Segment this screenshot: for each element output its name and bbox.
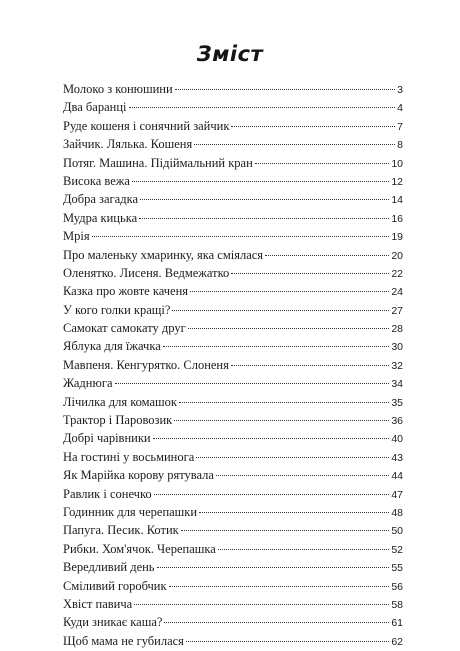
dot-leader xyxy=(164,622,389,623)
toc-entry xyxy=(63,485,403,503)
toc-entry xyxy=(63,190,403,208)
toc-entry-title: Добра загадка xyxy=(63,192,139,207)
toc-page-number: 28 xyxy=(391,323,403,336)
toc-page-number: 12 xyxy=(391,175,403,188)
toc-entry-title: Рибки. Хом'ячок. Черепашка xyxy=(63,541,216,556)
dot-leader xyxy=(231,273,389,274)
toc-page-number: 44 xyxy=(391,470,403,483)
toc-page-number: 52 xyxy=(391,543,403,556)
toc-page-number: 61 xyxy=(391,617,403,630)
dot-leader xyxy=(154,494,390,495)
toc-entry xyxy=(63,540,403,558)
dot-leader xyxy=(92,236,390,237)
toc-entry xyxy=(63,429,403,447)
dot-leader xyxy=(115,383,390,384)
dot-leader xyxy=(179,402,389,403)
toc-entry-title: Оленятко. Лисеня. Ведмежатко xyxy=(63,265,230,280)
dot-leader xyxy=(196,457,389,458)
dot-leader xyxy=(181,530,390,531)
table-of-contents xyxy=(63,80,403,650)
toc-page-number: 34 xyxy=(391,378,403,391)
toc-entry-title: Мрія xyxy=(63,229,90,244)
toc-entry xyxy=(63,246,403,264)
toc-entry xyxy=(63,503,403,521)
toc-entry-title: Молоко з конюшини xyxy=(63,82,173,96)
toc-entry xyxy=(63,301,403,319)
toc-entry-title: Потяг. Машина. Підіймальний кран xyxy=(63,155,253,170)
toc-entry xyxy=(63,356,403,374)
dot-leader xyxy=(132,181,389,182)
toc-entry xyxy=(63,393,403,411)
dot-leader xyxy=(172,310,389,311)
toc-entry-title: Мавпеня. Кенгурятко. Слоненя xyxy=(63,357,229,372)
toc-page-number: 14 xyxy=(391,194,403,207)
toc-page-number: 56 xyxy=(391,580,403,593)
toc-page-number: 32 xyxy=(391,359,403,372)
dot-leader xyxy=(255,163,390,164)
dot-leader xyxy=(188,328,390,329)
toc-entry-title: Жаднюга xyxy=(63,376,113,391)
dot-leader xyxy=(163,346,390,347)
dot-leader xyxy=(190,291,389,292)
toc-entry-title: Папуга. Песик. Котик xyxy=(63,523,179,538)
toc-page-number: 55 xyxy=(391,562,403,575)
toc-page-number: 27 xyxy=(391,304,403,317)
toc-page-number: 20 xyxy=(391,249,403,262)
toc-entry xyxy=(63,154,403,172)
dot-leader xyxy=(157,567,390,568)
toc-page-number: 24 xyxy=(391,286,403,299)
toc-entry-title: Самокат самокату друг xyxy=(63,321,186,336)
toc-entry-title: Годинник для черепашки xyxy=(63,504,198,519)
toc-entry xyxy=(63,98,403,116)
dot-leader xyxy=(216,475,389,476)
page-title: Зміст xyxy=(196,42,264,66)
toc-page-number: 30 xyxy=(391,341,403,354)
toc-entry xyxy=(63,521,403,539)
toc-entry-title: Сміливий горобчик xyxy=(63,578,167,593)
toc-page-number: 58 xyxy=(391,598,403,611)
toc-page-number: 40 xyxy=(391,433,403,446)
toc-entry xyxy=(63,80,403,98)
toc-page-number: 43 xyxy=(391,451,403,464)
toc-entry xyxy=(63,558,403,576)
toc-entry-title: Хвіст павича xyxy=(63,596,133,611)
dot-leader xyxy=(231,365,389,366)
toc-entry xyxy=(63,374,403,392)
toc-entry xyxy=(63,577,403,595)
toc-entry-title: Яблука для їжачка xyxy=(63,339,161,354)
toc-page-number: 47 xyxy=(391,488,403,501)
toc-entry xyxy=(63,337,403,355)
toc-entry xyxy=(63,319,403,337)
toc-entry-title: Зайчик. Лялька. Кошеня xyxy=(63,137,193,152)
toc-page-number: 19 xyxy=(391,231,403,244)
toc-entry-title: На гостині у восьминога xyxy=(63,449,195,464)
dot-leader xyxy=(153,438,390,439)
toc-entry xyxy=(63,117,403,135)
toc-page-number: 36 xyxy=(391,415,403,428)
toc-page-number: 7 xyxy=(397,120,403,133)
toc-entry-title: Лічилка для комашок xyxy=(63,394,177,409)
toc-entry-title: Добрі чарівники xyxy=(63,431,151,446)
toc-entry xyxy=(63,282,403,300)
toc-entry-title: Як Марійка корову рятувала xyxy=(63,468,214,483)
toc-page-number: 22 xyxy=(391,267,403,280)
toc-entry xyxy=(63,595,403,613)
dot-leader xyxy=(218,549,390,550)
toc-entry xyxy=(63,448,403,466)
toc-entry-title: Мудра кицька xyxy=(63,210,138,225)
toc-entry-title: Равлик і сонечко xyxy=(63,486,152,501)
toc-entry-title: Про маленьку хмаринку, яка сміялася xyxy=(63,247,264,262)
toc-entry xyxy=(63,466,403,484)
toc-page-number: 50 xyxy=(391,525,403,538)
dot-leader xyxy=(134,604,389,605)
dot-leader xyxy=(140,199,389,200)
toc-page-number: 10 xyxy=(391,157,403,170)
toc-page-number: 35 xyxy=(391,396,403,409)
toc-page-number: 4 xyxy=(397,102,403,115)
toc-page-number: 3 xyxy=(397,84,403,96)
dot-leader xyxy=(231,126,395,127)
dot-leader xyxy=(139,218,389,219)
toc-entry xyxy=(63,613,403,631)
dot-leader xyxy=(175,89,395,90)
toc-page-number: 16 xyxy=(391,212,403,225)
toc-entry xyxy=(63,632,403,650)
toc-entry-title: Куди зникає каша? xyxy=(63,615,163,630)
dot-leader xyxy=(174,420,389,421)
toc-entry xyxy=(63,264,403,282)
dot-leader xyxy=(265,255,389,256)
toc-entry-title: Щоб мама не губилася xyxy=(63,633,184,648)
dot-leader xyxy=(169,586,390,587)
toc-entry-title: Вередливий день xyxy=(63,560,155,575)
dot-leader xyxy=(199,512,389,513)
dot-leader xyxy=(129,107,396,108)
toc-entry-title: Висока вежа xyxy=(63,173,130,188)
toc-entry-title: У кого голки кращі? xyxy=(63,302,171,317)
dot-leader xyxy=(194,144,395,145)
toc-entry xyxy=(63,411,403,429)
dot-leader xyxy=(186,641,389,642)
toc-page-number: 48 xyxy=(391,506,403,519)
toc-page-number: 62 xyxy=(391,635,403,648)
toc-page-number: 8 xyxy=(397,139,403,152)
toc-entry xyxy=(63,209,403,227)
toc-entry xyxy=(63,227,403,245)
toc-entry xyxy=(63,172,403,190)
toc-entry-title: Руде кошеня і сонячний зайчик xyxy=(63,118,230,133)
toc-entry-title: Казка про жовте каченя xyxy=(63,284,189,299)
toc-entry-title: Трактор і Паровозик xyxy=(63,413,173,428)
toc-entry-title: Два баранці xyxy=(63,100,127,115)
toc-entry xyxy=(63,135,403,153)
